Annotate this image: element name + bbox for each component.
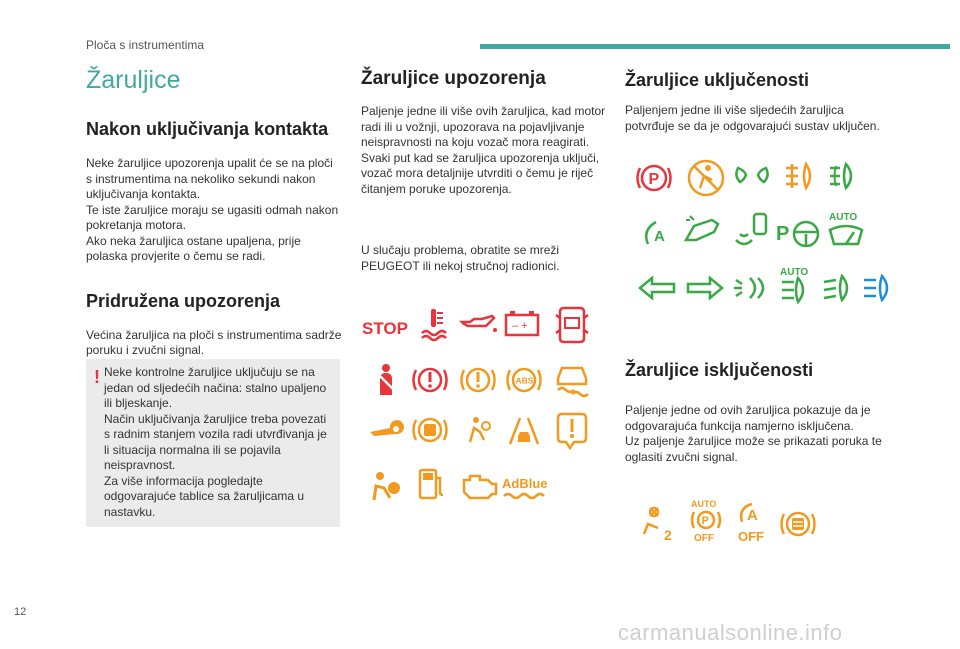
off-icon-grid	[636, 498, 836, 548]
stop-start-off-label: OFF	[738, 529, 764, 544]
service-wrench-icon	[364, 412, 408, 448]
seatbelt-unfastened-icon	[684, 156, 728, 200]
warning-icon-grid	[360, 306, 600, 506]
heading-on-lamps: Žaruljice uključenosti	[625, 70, 810, 90]
rear-fog-light-icon	[778, 158, 822, 194]
column-intro	[86, 60, 342, 359]
para-warning-3: U slučaju problema, obratite se mreži PEUGEOT ili nekoj stručnoj radionici.	[361, 243, 560, 273]
stop-icon	[360, 308, 408, 344]
note-box	[86, 359, 340, 527]
stability-control-icon	[550, 360, 594, 400]
watermark: carmanualsonline.info	[618, 620, 843, 645]
parking-brake-icon-label: P	[648, 171, 660, 188]
dipped-headlights-icon	[818, 270, 862, 306]
heading-after-ignition: Nakon uključivanja kontakta	[86, 119, 329, 139]
door-open-icon	[550, 304, 594, 344]
coolant-temperature-icon	[412, 306, 456, 342]
para-ignition-3: Ako neka žaruljica ostane upaljena, prije polaska provjerite o čemu se radi.	[86, 233, 301, 263]
auto-main-beam-icon	[774, 264, 818, 306]
note-para-2: Način uključivanja žaruljice treba povezati s radnim stanjem vozila radi utvrđivanja je li situacija normalna ili se pojavila neispravnost.	[104, 411, 327, 472]
column-warning-lamps	[361, 60, 611, 274]
auto-main-beam-icon-label: AUTO	[780, 267, 809, 278]
para-off-2: Uz paljenje žaruljice može se prikazati poruka te oglasiti zvučni signal.	[625, 434, 882, 464]
para-associated-1: Većina žaruljica na ploči s instrumentima sadrže poruku i zvučni signal.	[86, 327, 342, 357]
abs-icon	[502, 362, 546, 398]
header-title: Ploča s instrumentima	[86, 38, 205, 52]
column-on-lamps	[625, 60, 895, 134]
note-para-3: Za više informacija pogledajte odgovarajuće tablice sa žaruljicama u nastavku.	[104, 473, 305, 519]
passenger-airbag-icon	[364, 468, 408, 504]
steering-assist-icon	[784, 216, 828, 252]
right-indicator-icon	[682, 270, 726, 306]
abs-icon-label: ABS	[515, 375, 534, 386]
airbag-off-icon	[456, 412, 500, 448]
parking-brake-icon	[632, 158, 676, 198]
on-icon-grid	[628, 158, 888, 308]
para-warning-1: Paljenje jedne ili više ovih žaruljica, kad motor radi ili u vožnji, upozorava na pojavljivanje neispravnosti na koju vozač mora reagirati.	[361, 104, 606, 149]
page-title: Žaruljice	[86, 66, 181, 94]
left-indicator-icon	[636, 270, 680, 306]
heading-off-lamps: Žaruljice isključenosti	[625, 360, 814, 380]
auto-parking-brake-off-label: OFF	[694, 533, 714, 544]
note-text	[104, 365, 332, 520]
auto-wipers-icon	[824, 208, 868, 252]
brake-fault-icon	[456, 362, 500, 398]
oil-pressure-icon	[456, 306, 500, 342]
general-warning-icon	[550, 410, 594, 450]
adblue-icon	[500, 468, 560, 504]
stop-start-icon-label: A	[654, 228, 665, 245]
airbag-off-icon-label: 2	[664, 527, 672, 543]
para-ignition-2: Te iste žaruljice moraju se ugasiti odmah nakon pokretanja motora.	[86, 202, 339, 232]
stop-start-off-icon	[730, 498, 774, 544]
adblue-icon-label: AdBlue	[502, 476, 548, 491]
auto-parking-brake-off-icon	[684, 498, 728, 544]
brake-assist-off-icon	[776, 504, 820, 544]
brake-warning-icon	[408, 362, 452, 398]
parking-assist-icon-label: P	[776, 223, 790, 245]
seatbelt-icon	[364, 362, 408, 398]
header-bar	[480, 44, 950, 49]
stop-icon-label: STOP	[362, 319, 408, 338]
lane-departure-icon	[502, 412, 546, 448]
para-off-1: Paljenje jedne od ovih žaruljica pokazuje da je odgovarajuća funkcija namjerno isključena.	[625, 403, 871, 433]
passenger-airbag-off-icon	[636, 504, 680, 544]
auto-parking-brake-p-label: P	[701, 515, 709, 527]
front-fog-light-icon	[824, 158, 868, 194]
heading-warning-lamps: Žaruljice upozorenja	[361, 68, 546, 89]
brake-pad-wear-icon	[408, 412, 452, 448]
dipped-beam-icon	[728, 270, 772, 306]
engine-fault-icon	[456, 468, 500, 504]
heading-associated-warnings: Pridružena upozorenja	[86, 290, 281, 311]
column-off-lamps	[625, 360, 895, 465]
fuel-low-icon	[408, 464, 452, 504]
warning-exclamation-icon: !	[94, 367, 100, 387]
main-beam-icon	[858, 270, 902, 306]
auto-wipers-icon-label: AUTO	[829, 212, 858, 223]
para-ignition-1: Neke žaruljice upozorenja upalit će se na ploči s instrumentima na nekoliko sekundi nakon uključivanja kontakta.	[86, 156, 333, 201]
para-warning-2: Svaki put kad se žaruljica upozorenja uključi, vozač mora detaljnije utvrditi o čemu je riječ čitanjem poruke upozorenja.	[361, 150, 600, 196]
note-para-1: Neke kontrolne žaruljice uključuju se na jedan od sljedećih načina: stalno upaljeno ili bljeskanje.	[104, 365, 327, 410]
auto-parking-brake-icon-label: AUTO	[691, 499, 717, 509]
cruise-control-icon	[680, 210, 724, 250]
battery-icon-label: – +	[512, 320, 528, 332]
battery-icon	[500, 306, 544, 342]
page-number: 12	[14, 606, 27, 618]
stop-start-off-a-label: A	[747, 507, 758, 524]
para-on-1: Paljenjem jedne ili više sljedećih žaruljica potvrđuje se da je odgovarajući sustav uključen.	[625, 103, 880, 133]
sidelights-icon	[730, 158, 774, 194]
stop-start-icon	[638, 214, 682, 250]
